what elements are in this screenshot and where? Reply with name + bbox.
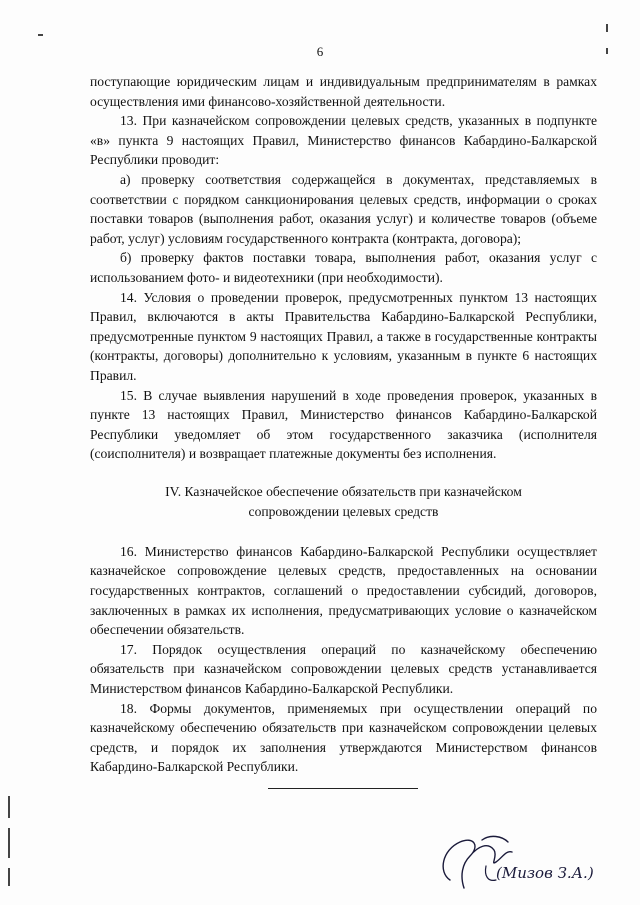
section-heading (90, 482, 597, 522)
paragraph-13: 13. При казначейском сопровождении целевых средств, указанных в подпункте «в» пункта 9 настоящих Правил, Министерство финансов Кабардино-Балкарской Республики проводит: (90, 113, 597, 168)
document-body (90, 72, 597, 777)
section-heading-line-1: IV. Казначейское обеспечение обязательств при казначейском (165, 483, 522, 499)
paragraph-17: 17. Порядок осуществления операций по казначейскому обеспечению обязательств при казначейском сопровождении целевых средств устанавливается Министерством финансов Кабардино-Балкарской Республики. (90, 641, 597, 697)
scan-mark-top-right (606, 24, 608, 32)
scan-mark-top-left (38, 34, 43, 36)
paragraph-13-a: а) проверку соответствия содержащейся в документах, представляемых в соответствии с порядком санкционирования целевых средств, информации о сроках поставки товаров (выполнения работ, оказания услуг) и количестве товаров (объеме работ, услуг) условиям государственного контракта (контракта, договора); (90, 171, 597, 246)
scan-mark-left-edge-3 (8, 868, 10, 886)
paragraph-continuation: поступающие юридическим лицам и индивидуальным предпринимателям в рамках осуществления ими финансово-хозяйственной деятельности. (90, 74, 597, 109)
section-heading-line-2: сопровождении целевых средств (248, 503, 439, 519)
paragraph-16: 16. Министерство финансов Кабардино-Балкарской Республики осуществляет казначейское сопровождение целевых средств, предоставленных на основании государственных контрактов, соглашений о предоставлении субсидий, договоров, заключенных в рамках их исполнения, предусматривающих условие о казначейском обеспечении обязательств. (90, 543, 597, 638)
scan-mark-left-edge (8, 796, 10, 818)
signature-caption: (Мизов З.А.) (496, 864, 594, 882)
paragraph-18: 18. Формы документов, применяемых при осуществлении операций по казначейскому обеспечению обязательств при казначейском сопровождении целевых средств, и порядок их заполнения утверждаются Министерством финансов Кабардино-Балкарской Республики. (90, 700, 597, 775)
paragraph-14: 14. Условия о проведении проверок, предусмотренных пунктом 13 настоящих Правил, включаются в акты Правительства Кабардино-Балкарской Республики, предусмотренные пунктом 9 настоящих Правил, а также в государственные контракты (контракты, договоры) дополнительно к условиям, указанным в пункте 6 настоящих Правил. (90, 289, 597, 383)
scan-mark-left-edge-2 (8, 828, 10, 858)
handwritten-signature (430, 832, 605, 897)
end-divider-line (268, 788, 418, 789)
page-number: 6 (316, 44, 324, 59)
paragraph-15: 15. В случае выявления нарушений в ходе проведения проверок, указанных в пункте 13 настоящих Правил, Министерство финансов Кабардино-Балкарской Республики уведомляет об этом государственного заказчика (исполнителя (соисполнителя) и возвращает платежные документы без исполнения. (90, 387, 597, 462)
paragraph-13-b: б) проверку фактов поставки товара, выполнения работ, оказания услуг с использованием фото- и видеотехники (при необходимости). (90, 250, 597, 285)
